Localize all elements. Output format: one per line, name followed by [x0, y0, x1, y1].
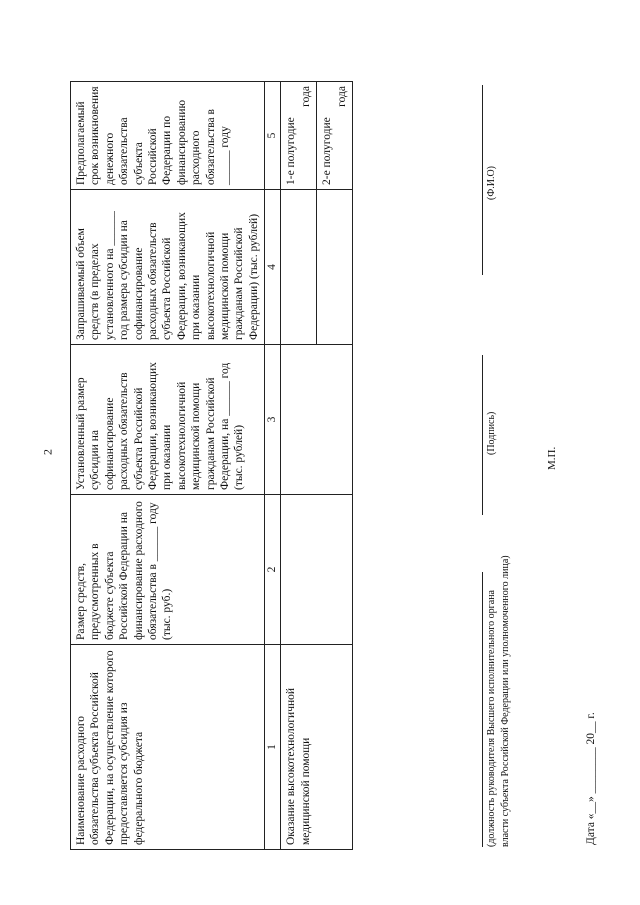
stamp-placeholder: М.П. [546, 446, 558, 470]
data-row [281, 82, 317, 850]
column-number: 4 [265, 190, 281, 345]
period-label: 1-е полугодие [285, 117, 298, 185]
position-line [482, 572, 483, 847]
signature-line [482, 355, 483, 515]
cell-established-subsidy [281, 345, 353, 495]
signature-block [480, 82, 570, 850]
row-label: Оказание высокотехнологичной медицинской помощи [281, 645, 353, 850]
column-number: 1 [265, 645, 281, 850]
date-line: Дата «__» ________ 20__ г. [585, 712, 597, 845]
page-number: 2 [40, 449, 55, 455]
header-expected-term: Предполагаемый срок возникновения денежного обязательства субъекта Российской Федерации по финансированию расходного обязательства в ______ году [71, 82, 265, 190]
column-number: 5 [265, 82, 281, 190]
period-label: 2-е полугодие [321, 117, 334, 185]
signature-caption: (Подпись) [486, 411, 497, 455]
header-budget-funds: Размер средств, предусмотренных в бюджете субъекта Российской Федерации на финансирование расходного обязательства в ______ году (тыс. руб.) [71, 495, 265, 645]
name-caption: (Ф.И.О) [486, 165, 497, 200]
header-established-subsidy: Установленный размер субсидии на софинансирование расходных обязательств субъекта Российской Федерации, возникающих при оказании высокотехнологичной медицинской помощи гражданам Российской Федерации, на ______ год (тыс. рублей) [71, 345, 265, 495]
column-number-row [265, 82, 281, 850]
column-number: 3 [265, 345, 281, 495]
column-number: 2 [265, 495, 281, 645]
header-row [71, 82, 265, 850]
header-obligation-name: Наименование расходного обязательства субъекта Российской Федерации, на осуществление которого предоставляется субсидия из федерального бюджета [71, 645, 265, 850]
cell-budget-funds [281, 495, 353, 645]
cell-requested-h2 [317, 190, 353, 345]
period-suffix: года [335, 86, 348, 107]
position-caption: власти субъекта Российской Федерации или уполномоченного лица) [500, 555, 511, 847]
position-caption: (должность руководителя Высшего исполнительного органа [486, 590, 497, 847]
header-requested-volume: Запрашиваемый объем средств (в пределах установленного на ______ год размера субсидии на софинансирование расходных обязательств субъекта Российской Федерации, возникающих при оказании высокотехнологичной медицинской помощи гражданам Российской Федерации) (тыс. рублей) [71, 190, 265, 345]
name-line [482, 85, 483, 275]
subsidy-request-table [70, 81, 353, 850]
cell-requested-h1 [281, 190, 317, 345]
period-first-half [281, 82, 317, 190]
period-suffix: года [299, 86, 312, 107]
period-second-half [317, 82, 353, 190]
